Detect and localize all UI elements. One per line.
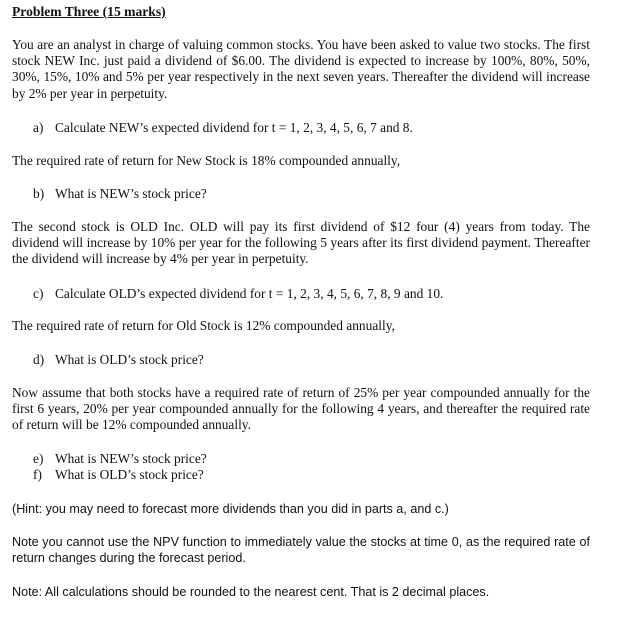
hint-text: (Hint: you may need to forecast more dividends than you did in parts a, and c.) — [12, 502, 449, 516]
question-f-text: What is OLD’s stock price? — [55, 467, 204, 482]
question-d-label: d) — [33, 352, 45, 367]
rounding-note: Note: All calculations should be rounded to the nearest cent. That is 2 decimal places. — [12, 585, 490, 599]
question-c — [33, 286, 443, 302]
question-e-label: e) — [33, 451, 44, 466]
old-intro-paragraph: The second stock is OLD Inc. OLD will pay its first dividend of $12 four (4) years from today. The dividend will increase by 10% per year for the following 5 years after its first dividend payment. Thereafter the dividend will increase by 4% per year in perpetuity. — [12, 219, 590, 267]
problem-title: Problem Three (15 marks) — [12, 4, 166, 19]
question-b-label: b) — [33, 186, 45, 201]
question-e — [33, 451, 207, 467]
question-c-text: Calculate OLD’s expected dividend for t = 1, 2, 3, 4, 5, 6, 7, 8, 9 and 10. — [55, 286, 444, 301]
question-b — [33, 186, 207, 202]
question-a-text: Calculate NEW’s expected dividend for t = 1, 2, 3, 4, 5, 6, 7 and 8. — [55, 120, 413, 135]
question-d-text: What is OLD’s stock price? — [55, 352, 204, 367]
old-required-rate: The required rate of return for Old Stock is 12% compounded annually, — [12, 318, 395, 333]
question-c-label: c) — [33, 286, 44, 301]
new-required-rate: The required rate of return for New Stock is 18% compounded annually, — [12, 153, 401, 168]
npv-note: Note you cannot use the NPV function to immediately value the stocks at time 0, as the required rate of return changes during the forecast period. — [12, 535, 590, 565]
question-e-text: What is NEW’s stock price? — [55, 451, 207, 466]
question-f — [33, 467, 204, 483]
question-b-text: What is NEW’s stock price? — [55, 186, 207, 201]
question-a — [33, 120, 413, 136]
question-d — [33, 352, 204, 368]
question-a-label: a) — [33, 120, 44, 135]
intro-paragraph: You are an analyst in charge of valuing common stocks. You have been asked to value two stocks. The first stock NEW Inc. just paid a dividend of $6.00. The dividend is expected to increase by 100%, 80%, 50%, 30%, 15%, 10% and 5% per year respectively in the next seven years. Thereafter the dividend will increase by 2% per year in perpetuity. — [12, 37, 590, 101]
assumption-paragraph: Now assume that both stocks have a required rate of return of 25% per year compounded annually for the first 6 years, 20% per year compounded annually for the following 4 years, and thereafter the required rate of return will be 12% compounded annually. — [12, 385, 590, 433]
question-f-label: f) — [33, 467, 42, 482]
